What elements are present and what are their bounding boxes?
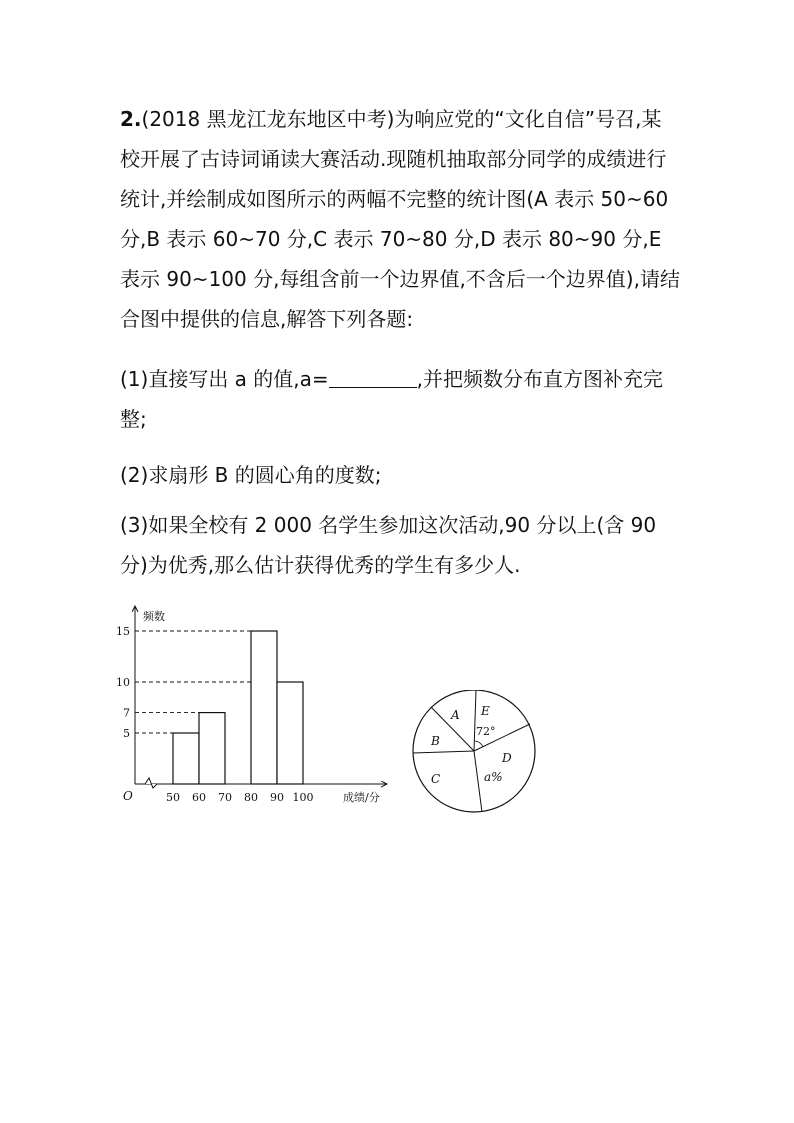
question-3: (3)如果全校有 2 000 名学生参加这次活动,90 分以上(含 90 分)为优秀,那么估计获得优秀的学生有多少人. [120, 513, 657, 577]
problem-intro [120, 99, 680, 339]
y-axis-title: 频数 [143, 610, 165, 623]
problem-number: 2. [120, 107, 142, 131]
y-tick-label-5: 5 [123, 727, 130, 740]
x-tick-label-90: 90 [270, 791, 284, 804]
pie-chart [410, 690, 545, 825]
histogram-bar-80-90 [251, 631, 277, 784]
x-axis-title: 成绩/分 [343, 791, 380, 804]
answer-blank [329, 365, 417, 388]
question-1-text-after: ,并把频数分布直方图补充完整; [120, 367, 664, 431]
x-tick-label-50: 50 [166, 791, 180, 804]
x-tick-label-100: 100 [292, 791, 314, 804]
histogram [115, 598, 395, 818]
x-tick-label-80: 80 [244, 791, 258, 804]
histogram-bar-90-100 [277, 682, 303, 784]
problem-intro-text: (2018 黑龙江龙东地区中考)为响应党的“文化自信”号召,某校开展了古诗词诵读大赛活动.现随机抽取部分同学的成绩进行统计,并绘制成如图所示的两幅不完整的统计图(A 表示 50~60 分,B 表示 60~70 分,C 表示 70~80 分,D 表示 80~90 分,E 表示 90~100 分,每组含前一个边界值,不含后一个边界值),请结合图中提供的信息,解答下列各题: [120, 107, 680, 331]
slice-label-d: D [502, 751, 512, 765]
origin-label: O [123, 789, 133, 803]
x-tick-label-70: 70 [218, 791, 232, 804]
histogram-bar-50-60 [173, 733, 199, 784]
slice-label-e: E [481, 704, 490, 718]
x-tick-label-60: 60 [192, 791, 206, 804]
axis-break [145, 778, 157, 788]
y-tick-label-15: 15 [116, 625, 130, 638]
y-tick-label-7: 7 [123, 706, 130, 720]
slice-label-c: C [431, 772, 441, 786]
slice-label-b: B [431, 734, 440, 748]
question-1-text-before: (1)直接写出 a 的值,a= [120, 367, 329, 391]
slice-angle-e: 72° [476, 725, 496, 738]
y-tick-label-10: 10 [116, 676, 130, 689]
question-2: (2)求扇形 B 的圆心角的度数; [120, 463, 382, 487]
histogram-bar-60-70 [199, 713, 225, 784]
question-1 [120, 359, 680, 439]
slice-label-a: A [451, 708, 460, 722]
slice-label-a-percent: a% [484, 770, 503, 784]
figures [115, 598, 545, 818]
